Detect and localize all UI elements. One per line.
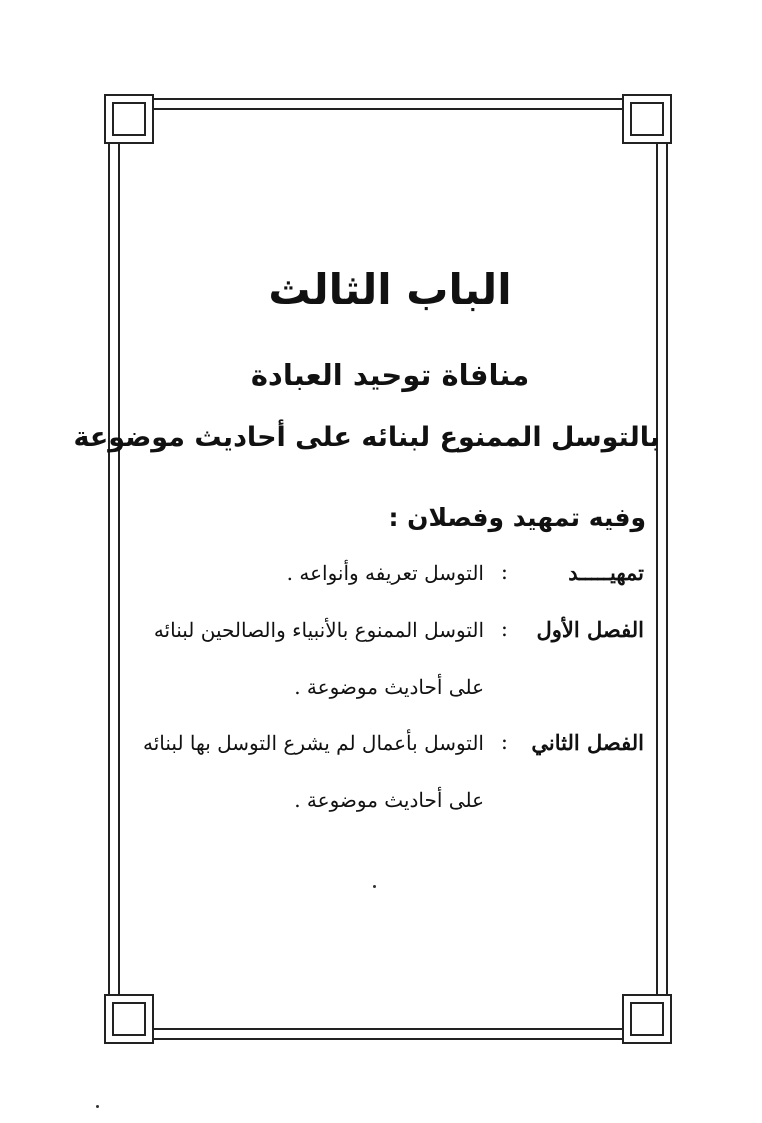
section-continuation-chapter-one: على أحاديث موضوعة . [294, 675, 484, 699]
corner-ornament-bottom-left [104, 994, 154, 1044]
contents-heading: وفيه تمهيد وفصلان : [388, 503, 646, 532]
section-label-chapter-two: الفصل الثاني [531, 730, 644, 755]
chapter-title: الباب الثالث [268, 265, 512, 314]
chapter-subtitle-line-2: بالتوسل الممنوع لبنائه على أحاديث موضوعة [73, 422, 660, 453]
section-separator: : [500, 560, 508, 584]
chapter-subtitle-line-1: منافاة توحيد العبادة [250, 358, 530, 392]
section-label-preface: تمهيـــــد [568, 560, 644, 585]
section-label-chapter-one: الفصل الأول [536, 617, 644, 642]
section-text-chapter-one: التوسل الممنوع بالأنبياء والصالحين لبنائه [153, 618, 484, 642]
corner-ornament-bottom-right [622, 994, 672, 1044]
section-text-chapter-two: التوسل بأعمال لم يشرع التوسل بها لبنائه [143, 731, 484, 755]
corner-ornament-top-right [622, 94, 672, 144]
section-separator: : [500, 730, 508, 754]
section-text-preface: التوسل تعريفه وأنواعه . [286, 561, 484, 585]
section-continuation-chapter-two: على أحاديث موضوعة . [294, 788, 484, 812]
scan-speck [96, 1105, 99, 1108]
scan-speck [373, 885, 376, 888]
section-separator: : [500, 617, 508, 641]
corner-ornament-top-left [104, 94, 154, 144]
